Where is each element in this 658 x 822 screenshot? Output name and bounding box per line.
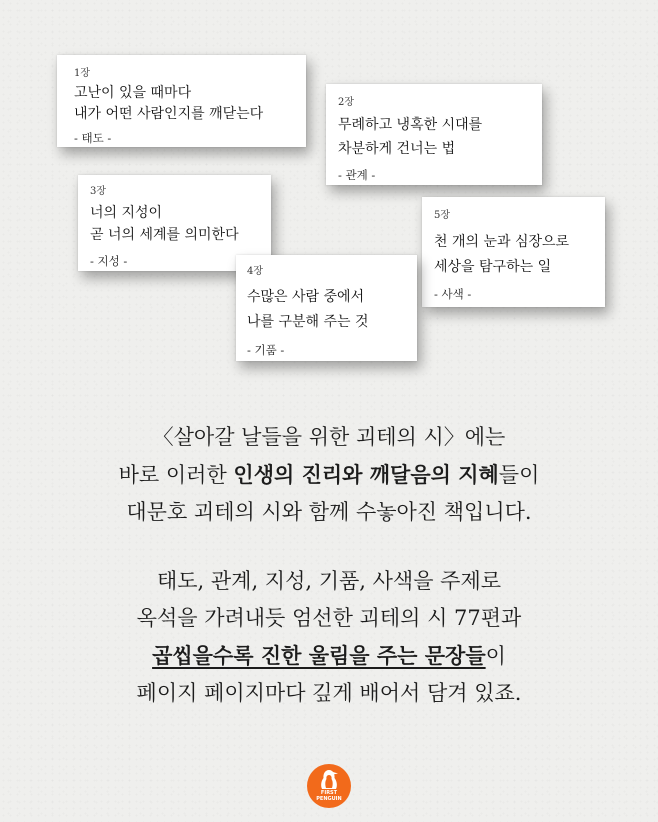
- emphasis-underlined-text: 곱씹을수록 진한 울림을 주는 문장들: [152, 643, 486, 668]
- card-tag: - 기품 -: [247, 343, 285, 357]
- card-line: 세상을 탐구하는 일: [434, 259, 552, 275]
- card-chapter: 1장: [74, 68, 91, 79]
- card-line: 천 개의 눈과 심장으로: [434, 234, 570, 250]
- card-line: 나를 구분해 주는 것: [247, 314, 369, 330]
- text-segment: 바로 이러한: [118, 463, 234, 487]
- card-line: 수많은 사람 중에서: [247, 289, 365, 305]
- card-tag: - 사색 -: [434, 287, 472, 301]
- card-tag: - 지성 -: [90, 254, 128, 268]
- intro-paragraph: [0, 419, 658, 531]
- text-line: [0, 456, 658, 494]
- chapter-card-2: [326, 84, 542, 185]
- logo-text-line1: FIRST: [320, 790, 338, 796]
- text-line: [0, 637, 658, 675]
- card-chapter: 4장: [247, 266, 264, 277]
- card-line: 무례하고 냉혹한 시대를: [338, 117, 483, 133]
- emphasis-text: 인생의 진리와 깨달음의 지혜: [233, 462, 499, 487]
- first-penguin-logo: [307, 764, 351, 808]
- text-segment: 들이: [498, 463, 540, 487]
- card-tag: - 관계 -: [338, 168, 376, 182]
- text-line: 태도, 관계, 지성, 기품, 사색을 주제로: [156, 569, 502, 593]
- card-line: 내가 어떤 사람인지를 깨닫는다: [74, 106, 264, 122]
- text-line: 〈살아갈 날들을 위한 괴테의 시〉에는: [152, 425, 506, 449]
- chapter-card-4: [236, 255, 417, 361]
- card-line: 고난이 있을 때마다: [74, 85, 192, 101]
- card-chapter: 3장: [90, 186, 107, 197]
- card-line: 차분하게 건너는 법: [338, 141, 456, 157]
- chapter-card-1: [57, 55, 306, 147]
- text-line: 페이지 페이지마다 깊게 배어서 담겨 있죠.: [136, 681, 522, 705]
- text-line: 대문호 괴테의 시와 함께 수놓아진 책입니다.: [126, 500, 532, 524]
- detail-paragraph: [0, 563, 658, 712]
- card-line: 곧 너의 세계를 의미한다: [90, 227, 239, 243]
- chapter-card-5: [422, 197, 605, 307]
- card-tag: - 태도 -: [74, 131, 112, 145]
- logo-text-line2: PENGUIN: [316, 796, 342, 802]
- card-line: 너의 지성이: [90, 205, 163, 221]
- card-chapter: 5장: [434, 210, 451, 221]
- text-segment: 이: [485, 644, 506, 668]
- card-chapter: 2장: [338, 97, 355, 108]
- text-line: 옥석을 가려내듯 엄선한 괴테의 시 77편과: [136, 606, 522, 630]
